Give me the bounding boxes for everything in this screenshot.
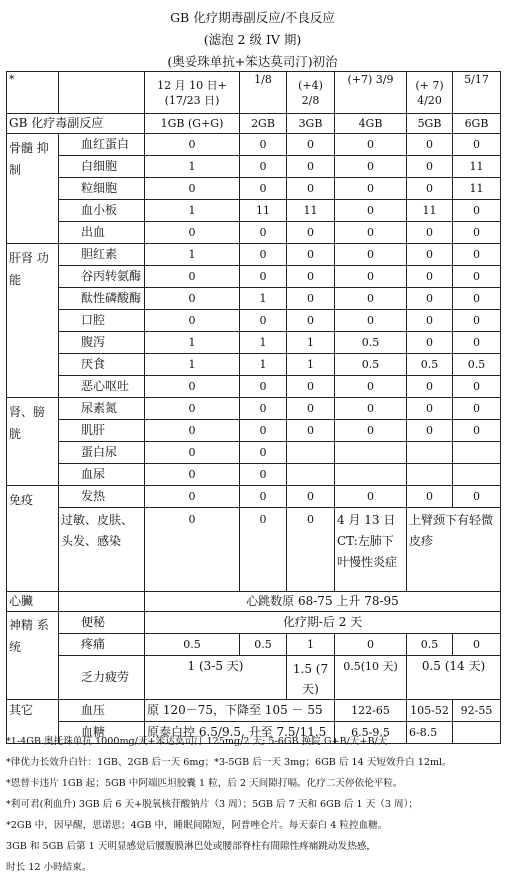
footnote-line: *恩替卡违片 1GB 起；5GB 中阿端匹坦胶囊 1 粒，后 2 天间隙打嗝。化疗二天停依伦平粒。 bbox=[6, 778, 403, 789]
cell-value: 0 bbox=[240, 134, 287, 156]
cell-value: 1 bbox=[145, 332, 240, 354]
cell-value: 0 bbox=[145, 134, 240, 156]
page-title: GB 化疗期毒副反应/不良反应 bbox=[170, 10, 335, 25]
cell-value: 0 bbox=[407, 486, 453, 508]
cell-value: 0 bbox=[287, 266, 335, 288]
table-row bbox=[7, 332, 501, 354]
cell-value bbox=[407, 464, 453, 486]
cell-value: 0 bbox=[240, 464, 287, 486]
cell-value: 6-8.5 bbox=[407, 722, 453, 744]
cell-value: 0 bbox=[240, 266, 287, 288]
cell-value: 0 bbox=[240, 442, 287, 464]
cell-value: 0 bbox=[287, 376, 335, 398]
cell-value: 0 bbox=[145, 222, 240, 244]
cell-value: 0 bbox=[287, 222, 335, 244]
group-immune: 免疫 bbox=[7, 486, 59, 592]
header-date: 12 月 10 日+ (17/23 日) bbox=[145, 72, 240, 114]
header-date: 5/17 bbox=[453, 72, 501, 114]
row-label: 便秘 bbox=[59, 612, 145, 634]
row-label: 恶心呕吐 bbox=[59, 376, 145, 398]
cell-value: 0.5 (14 天) bbox=[407, 656, 501, 700]
cell-value: 0 bbox=[453, 332, 501, 354]
cell-value: 0 bbox=[453, 310, 501, 332]
cell-value: 0 bbox=[240, 376, 287, 398]
cell-value: 0 bbox=[335, 244, 407, 266]
cell-value: 92-55 bbox=[453, 700, 501, 722]
group-nervous-system: 神精 系统 bbox=[7, 612, 59, 700]
header-date: (+ 7) 4/20 bbox=[407, 72, 453, 114]
cell-value: 0 bbox=[145, 178, 240, 200]
header-date: 1/8 bbox=[240, 72, 287, 114]
toxicity-table bbox=[6, 71, 501, 744]
cell-value: 0 bbox=[145, 442, 240, 464]
cell-value: 0 bbox=[287, 420, 335, 442]
row-label: 腹泻 bbox=[59, 332, 145, 354]
cell-value: 0 bbox=[240, 398, 287, 420]
table-row bbox=[7, 398, 501, 420]
cell-value: 0 bbox=[335, 266, 407, 288]
allergy-row bbox=[7, 508, 501, 592]
cell-value: 0 bbox=[453, 486, 501, 508]
cell-value: 0 bbox=[335, 398, 407, 420]
cell-value: 1 bbox=[145, 354, 240, 376]
cell-value: 0 bbox=[453, 420, 501, 442]
cell-value: 0 bbox=[335, 486, 407, 508]
fatigue-row bbox=[7, 656, 501, 700]
cell-value: 1 bbox=[287, 332, 335, 354]
cell-value: 0 bbox=[335, 134, 407, 156]
footnote-line: *利可君(利血升) 3GB 后 6 天+脱氧核苷酸钠片（3 周）；5GB 后 7 天和 6GB 后 1 天（3 周）； bbox=[6, 799, 418, 810]
row-label: 疼痛 bbox=[59, 634, 145, 656]
header-blank bbox=[59, 72, 145, 114]
header-cycle-row bbox=[7, 114, 501, 134]
group-heart: 心臟 bbox=[7, 592, 59, 612]
cell-value: 6.5-9.5 bbox=[335, 722, 407, 744]
row-label: 血糖 bbox=[59, 722, 145, 744]
heart-row bbox=[7, 592, 501, 612]
table-row bbox=[7, 156, 501, 178]
header-cycle: 3GB bbox=[287, 114, 335, 134]
page-subtitle-regimen: (奥妥珠单抗+笨达莫司汀)初治 bbox=[167, 54, 338, 69]
table-row bbox=[7, 310, 501, 332]
table-row bbox=[7, 442, 501, 464]
cell-value: 原泰白控 6.5/9.5, 升至 7.5/11.5 bbox=[145, 722, 335, 744]
cell-value: 0 bbox=[240, 420, 287, 442]
table-row bbox=[7, 420, 501, 442]
row-label: 出血 bbox=[59, 222, 145, 244]
page-subtitle: (滤泡 2 级 IV 期) bbox=[203, 32, 302, 47]
cell-value: 1 bbox=[240, 332, 287, 354]
cell-value: 0 bbox=[240, 244, 287, 266]
row-label: 蛋白尿 bbox=[59, 442, 145, 464]
cell-value: 0 bbox=[287, 508, 335, 592]
cell-value: 0 bbox=[453, 200, 501, 222]
cell-value bbox=[287, 442, 335, 464]
cell-value: 0.5 bbox=[335, 332, 407, 354]
row-label: 尿素氮 bbox=[59, 398, 145, 420]
row-label: 厌食 bbox=[59, 354, 145, 376]
cell-value: 0.5(10 天) bbox=[335, 656, 407, 700]
cell-value: 0 bbox=[453, 634, 501, 656]
cell-value: 0 bbox=[145, 508, 240, 592]
cell-value: 1 bbox=[240, 354, 287, 376]
row-label: 发热 bbox=[59, 486, 145, 508]
footnote-line: *2GB 中，因早醒，思诺思；4GB 中，睡眠间隙短，阿普唑仑片。每天泰白 4 粒控血糖。 bbox=[6, 820, 388, 831]
cell-value: 0 bbox=[407, 398, 453, 420]
footnote-line: *1-4GB 奥托珠单抗 1000mg/天+笨达莫司汀 125mg/2 天; 5-6GB 换院 G+B/天+B/天 bbox=[6, 736, 388, 747]
cell-value: 0 bbox=[240, 156, 287, 178]
row-label: 肌肝 bbox=[59, 420, 145, 442]
group-other: 其它 bbox=[7, 700, 59, 744]
cell-value: 0.5 bbox=[335, 354, 407, 376]
row-label: 胆红素 bbox=[59, 244, 145, 266]
cell-value bbox=[453, 464, 501, 486]
cell-value: 0 bbox=[145, 420, 240, 442]
cell-value: 105-52 bbox=[407, 700, 453, 722]
cell-value: 0 bbox=[287, 288, 335, 310]
cell-value: 0 bbox=[407, 420, 453, 442]
cell-value: 0 bbox=[145, 310, 240, 332]
cell-value: 0 bbox=[407, 222, 453, 244]
table-row bbox=[7, 266, 501, 288]
cell-value: 0 bbox=[407, 244, 453, 266]
header-cycle: 1GB (G+G) bbox=[145, 114, 240, 134]
cell-value: 0 bbox=[335, 178, 407, 200]
cell-value: 0 bbox=[407, 288, 453, 310]
cell-value bbox=[407, 442, 453, 464]
row-label: 谷丙转氨酶 bbox=[59, 266, 145, 288]
cell-value: 1 bbox=[287, 354, 335, 376]
cell-value: 0 bbox=[287, 156, 335, 178]
cell-value: 1 bbox=[145, 156, 240, 178]
cell-value: 0 bbox=[240, 178, 287, 200]
cell-value: 0 bbox=[287, 310, 335, 332]
group-kidney-bladder: 肾、膀胱 bbox=[7, 398, 59, 486]
cell-value: 4 月 13 日 CT:左肺下叶慢性炎症 bbox=[335, 508, 407, 592]
cell-value: 11 bbox=[453, 178, 501, 200]
table-row bbox=[7, 178, 501, 200]
cell-value: 0 bbox=[453, 266, 501, 288]
row-label: 口腔 bbox=[59, 310, 145, 332]
cell-value: 0 bbox=[335, 310, 407, 332]
header-date: (+7) 3/9 bbox=[335, 72, 407, 114]
cell-value: 1 (3-5 天) bbox=[145, 656, 287, 700]
row-label: 血尿 bbox=[59, 464, 145, 486]
row-label: 乏力疲劳 bbox=[59, 656, 145, 700]
cell-value: 心跳数原 68-75 上升 78-95 bbox=[145, 592, 501, 612]
cell-value: 0 bbox=[240, 508, 287, 592]
cell-value: 0 bbox=[145, 486, 240, 508]
cell-value: 0 bbox=[335, 200, 407, 222]
cell-value: 1 bbox=[287, 634, 335, 656]
cell-value: 0 bbox=[453, 222, 501, 244]
row-label: 过敏、皮肤、头发、感染 bbox=[59, 508, 145, 592]
table-row bbox=[7, 222, 501, 244]
header-date: (+4) 2/8 bbox=[287, 72, 335, 114]
cell-value: 0 bbox=[145, 266, 240, 288]
cell-value: 0.5 bbox=[145, 634, 240, 656]
row-label: 粒细胞 bbox=[59, 178, 145, 200]
footnote-line: 3GB 和 5GB 后第 1 天明显感觉后腰腹膜淋巴处或腰部脊柱有間隙性疼痛跳动发热感， bbox=[6, 841, 376, 852]
header-cycle: 4GB bbox=[335, 114, 407, 134]
cell-value: 0 bbox=[335, 156, 407, 178]
row-label: 白细胞 bbox=[59, 156, 145, 178]
header-date-row bbox=[7, 72, 501, 114]
group-marrow: 骨髓 抑制 bbox=[7, 134, 59, 244]
cell-value: 0 bbox=[335, 420, 407, 442]
cell-value: 11 bbox=[240, 200, 287, 222]
cell-value bbox=[287, 464, 335, 486]
footnote-line: 时长 12 小時結束。 bbox=[6, 862, 92, 873]
header-star: * bbox=[7, 72, 59, 114]
empty-cell bbox=[59, 592, 145, 612]
row-label: 血红蛋白 bbox=[59, 134, 145, 156]
header-row-label: GB 化疗毒副反应 bbox=[7, 114, 145, 134]
table-row bbox=[7, 376, 501, 398]
cell-value: 11 bbox=[287, 200, 335, 222]
cell-value: 0 bbox=[407, 310, 453, 332]
cell-value: 0 bbox=[453, 376, 501, 398]
cell-value: 0 bbox=[145, 288, 240, 310]
cell-value: 原 120－75，下降至 105 － 55 bbox=[145, 700, 335, 722]
table-row bbox=[7, 464, 501, 486]
cell-value: 122-65 bbox=[335, 700, 407, 722]
cell-value: 0 bbox=[287, 178, 335, 200]
cell-value bbox=[335, 442, 407, 464]
table-row bbox=[7, 288, 501, 310]
cell-value: 0 bbox=[240, 310, 287, 332]
cell-value: 0 bbox=[287, 486, 335, 508]
row-label: 血压 bbox=[59, 700, 145, 722]
cell-value: 0.5 bbox=[407, 354, 453, 376]
cell-value: 0 bbox=[407, 156, 453, 178]
cell-value: 0.5 bbox=[240, 634, 287, 656]
cell-value: 1 bbox=[145, 200, 240, 222]
cell-value: 1 bbox=[145, 244, 240, 266]
cell-value: 0 bbox=[145, 464, 240, 486]
constipation-row bbox=[7, 612, 501, 634]
cell-value: 0 bbox=[287, 398, 335, 420]
table-row bbox=[7, 134, 501, 156]
cell-value: 0 bbox=[453, 398, 501, 420]
header-cycle: 2GB bbox=[240, 114, 287, 134]
cell-value: 0 bbox=[335, 222, 407, 244]
cell-value: 0 bbox=[335, 376, 407, 398]
cell-value: 0 bbox=[145, 398, 240, 420]
row-label: 酞性磷酸酶 bbox=[59, 288, 145, 310]
footnotes bbox=[6, 731, 502, 878]
cell-value: 0.5 bbox=[453, 354, 501, 376]
cell-value: 0 bbox=[407, 178, 453, 200]
cell-value: 0 bbox=[240, 486, 287, 508]
table-row bbox=[7, 244, 501, 266]
table-row bbox=[7, 354, 501, 376]
pain-row bbox=[7, 634, 501, 656]
header-cycle: 5GB bbox=[407, 114, 453, 134]
cell-value: 0 bbox=[453, 244, 501, 266]
cell-value: 0 bbox=[407, 266, 453, 288]
row-label: 血小板 bbox=[59, 200, 145, 222]
cell-value: 0 bbox=[407, 134, 453, 156]
header-cycle: 6GB bbox=[453, 114, 501, 134]
cell-value: 0 bbox=[407, 332, 453, 354]
cell-value: 1.5 (7 天) bbox=[287, 656, 335, 700]
cell-value: 11 bbox=[453, 156, 501, 178]
group-liver-kidney-function: 肝肾 功能 bbox=[7, 244, 59, 398]
cell-value: 1 bbox=[240, 288, 287, 310]
cell-value: 化疗期-后 2 天 bbox=[145, 612, 501, 634]
footnote-line: *律优力长效升白针：1GB、2GB 后一天 6mg；*3-5GB 后一天 3mg；6GB 后 14 天短效升白 12ml。 bbox=[6, 757, 452, 768]
cell-value: 0 bbox=[407, 376, 453, 398]
cell-value: 0 bbox=[335, 288, 407, 310]
cell-value bbox=[335, 464, 407, 486]
cell-value: 0.5 bbox=[407, 634, 453, 656]
cell-value: 0 bbox=[287, 134, 335, 156]
cell-value: 0 bbox=[145, 376, 240, 398]
cell-value: 0 bbox=[453, 288, 501, 310]
cell-value: 0 bbox=[240, 222, 287, 244]
cell-value: 上臂颈下有轻微皮疹 bbox=[407, 508, 501, 592]
cell-value: 0 bbox=[287, 244, 335, 266]
cell-value: 0 bbox=[453, 134, 501, 156]
blood-pressure-row bbox=[7, 700, 501, 722]
table-row bbox=[7, 486, 501, 508]
table-row bbox=[7, 200, 501, 222]
cell-value: 11 bbox=[407, 200, 453, 222]
cell-value: 0 bbox=[335, 634, 407, 656]
cell-value bbox=[453, 442, 501, 464]
